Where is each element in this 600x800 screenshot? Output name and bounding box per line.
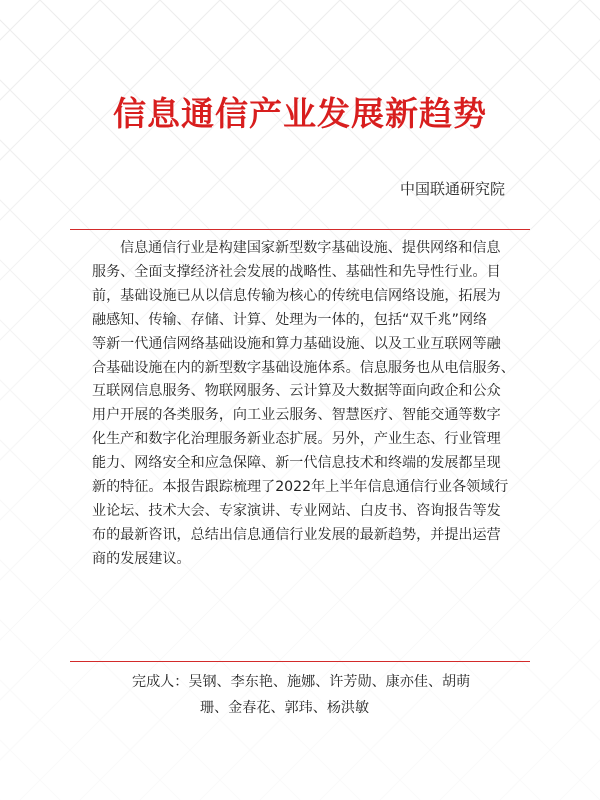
bottom-divider [70,661,530,662]
body-line: 业论坛、技术大会、专家演讲、专业网站、白皮书、咨询报告等发 [92,502,501,519]
top-divider [70,229,530,230]
body-line: 布的最新咨讯，总结出信息通信行业发展的最新趋势，并提出运营 [92,526,501,543]
body-line: 信息通信行业是构建国家新型数字基础设施、提供网络和信息 [120,240,501,256]
body-line: 互联网信息服务、物联网服务、云计算及大数据等面向政企和公众 [92,383,501,400]
body-paragraph [92,237,520,572]
authors-block [132,669,512,721]
body-line: 能力、网络安全和应急保障、新一代信息技术和终端的发展都呈现 [92,455,501,472]
body-line: 融感知、传输、存储、计算、处理为一体的，包括“双千兆”网络 [92,311,488,328]
body-line: 化生产和数字化治理服务新业态扩展。另外，产业生态、行业管理 [92,431,501,448]
body-line: 新的特征。本报告跟踪梳理了2022年上半年信息通信行业各领域行 [92,479,509,496]
body-line: 服务、全面支撑经济社会发展的战略性、基础性和先导性行业。目 [92,263,501,280]
body-line: 前，基础设施已从以信息传输为核心的传统电信网络设施，拓展为 [92,287,501,304]
document-title: 信息通信产业发展新趋势 [113,94,487,133]
authors-line: 完成人：吴钢、李东艳、施娜、许芳勋、康亦佳、胡萌 [132,674,471,690]
authors-line: 珊、金春花、郭玮、杨洪敏 [200,700,370,716]
body-line: 合基础设施在内的新型数字基础设施体系。信息服务也从电信服务、 [92,359,515,376]
body-line: 商的发展建议。 [92,550,191,567]
body-line: 用户开展的各类服务，向工业云服务、智慧医疗、智能交通等数字 [92,407,501,424]
body-line: 等新一代通信网络基础设施和算力基础设施、以及工业互联网等融 [92,335,501,352]
organization-name: 中国联通研究院 [399,180,505,198]
